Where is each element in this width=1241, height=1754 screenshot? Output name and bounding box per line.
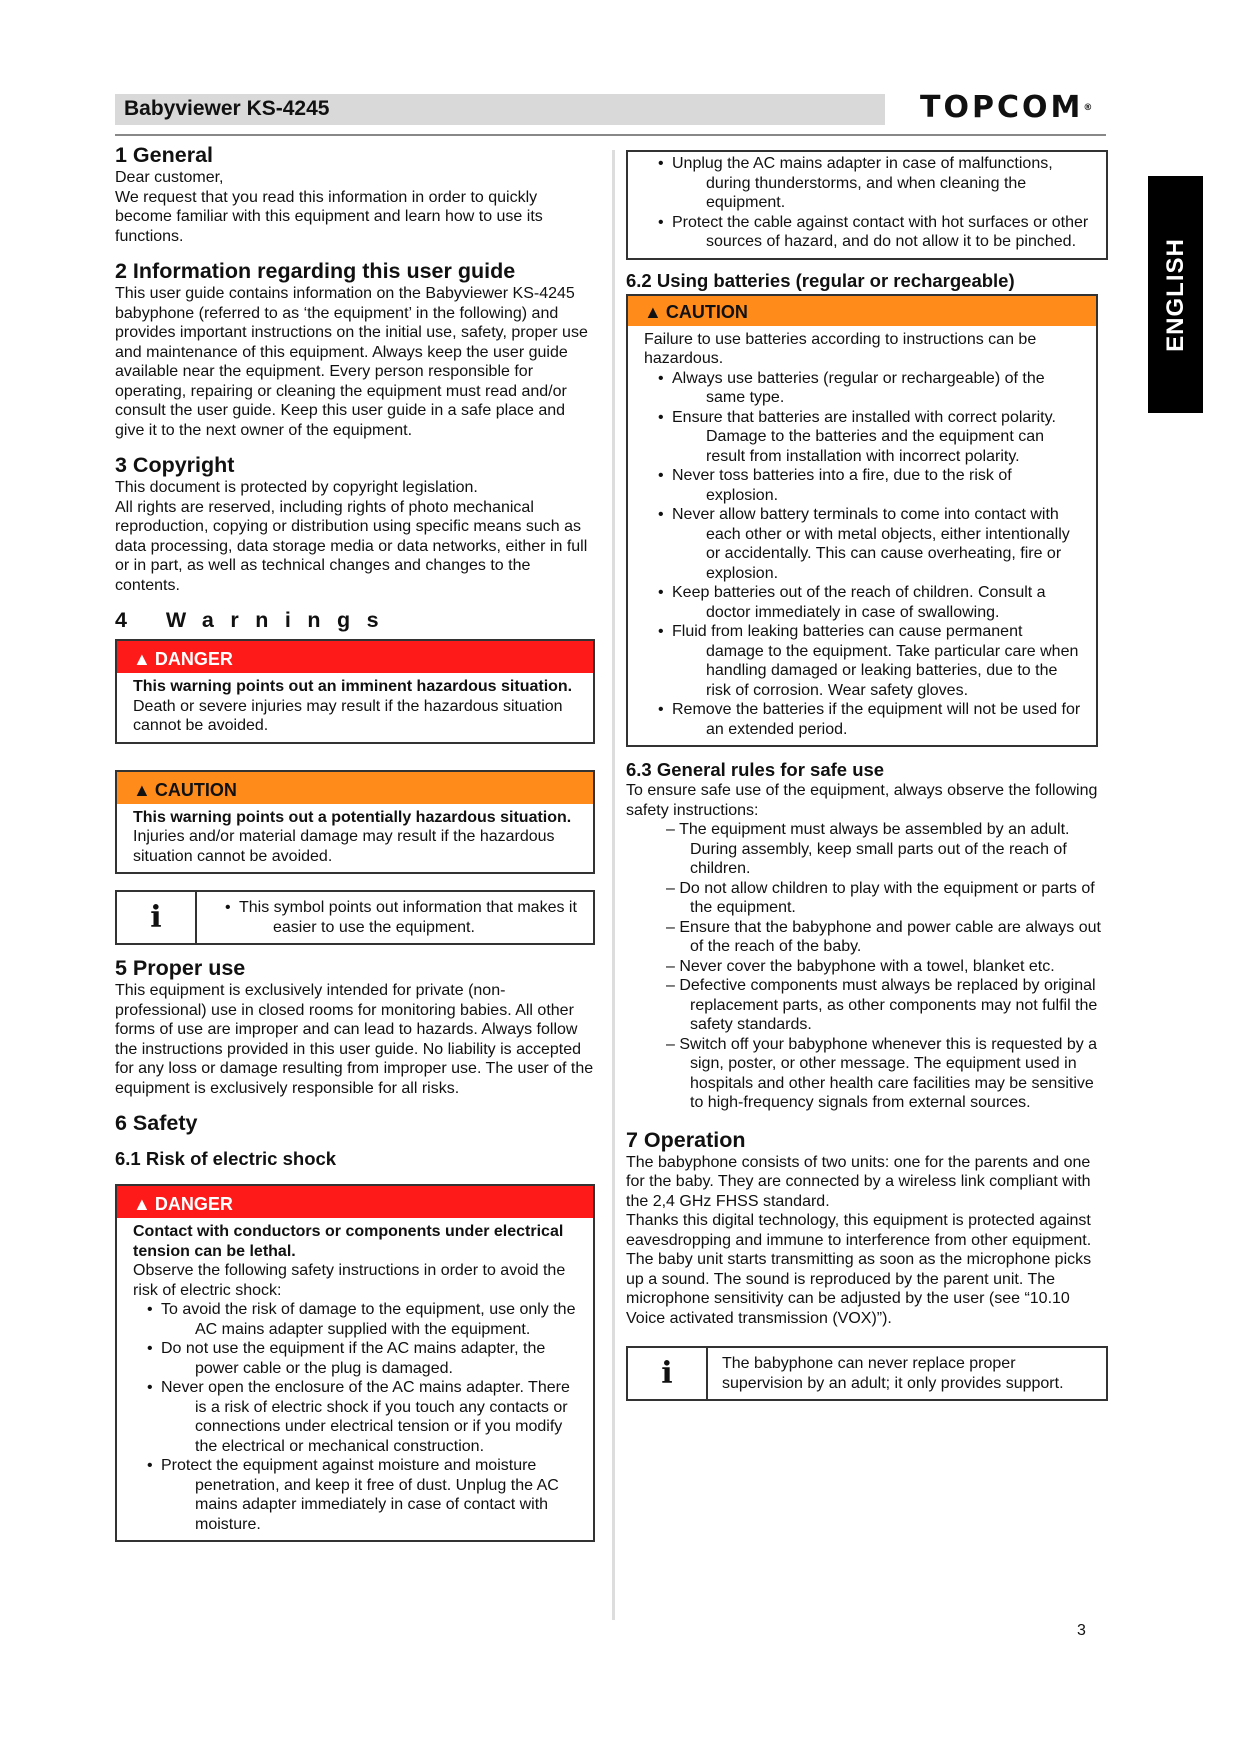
list-item: • Ensure that batteries are installed with correct polarity. Damage to the batteries and the equipment can result from installation with incorrect polarity. [644, 408, 1082, 467]
caution-text: Injuries and/or material damage may result if the hazardous situation cannot be avoided. [133, 828, 555, 865]
operation-info-text: The babyphone can never replace proper supervision by an adult; it only provides support. [722, 1355, 1064, 1392]
info-icon: i [628, 1348, 708, 1399]
batteries-caution-header [628, 296, 1096, 326]
list-item: – Do not allow children to play with the equipment or parts of the equipment. [626, 879, 1108, 918]
list-item: – Ensure that the babyphone and power cable are always out of the reach of the baby. [626, 918, 1108, 957]
danger-label: DANGER [154, 649, 233, 669]
list-item: • Unplug the AC mains adapter in case of malfunctions, during thunderstorms, and when cleaning the equipment. [644, 154, 1092, 213]
shock-continued-box [626, 150, 1108, 260]
section-general-rules-heading: 6.3 General rules for safe use [626, 759, 885, 780]
general-rules-intro: To ensure safe use of the equipment, always observe the following safety instructions: [626, 782, 1098, 819]
section-copyright-heading: 3 Copyright [115, 453, 235, 477]
section-batteries-heading: 6.2 Using batteries (regular or rechargeable) [626, 269, 1015, 291]
caution-label: CAUTION [154, 779, 237, 800]
caution-body [117, 804, 593, 873]
list-item: – Switch off your babyphone whenever this is requested by a sign, poster, or other message. The equipment used in hospitals and other health care facilities may be sensitive to high-frequency signals from external sources. [626, 1035, 1108, 1113]
list-item: • To avoid the risk of damage to the equipment, use only the AC mains adapter supplied with the equipment. [133, 1300, 579, 1339]
section-general-heading: 1 General [115, 143, 213, 167]
shock-bold: Contact with conductors or components under electrical tension can be lethal. [133, 1223, 564, 1260]
page-number: 3 [1077, 1622, 1086, 1639]
info-text: • This symbol points out information that makes it easier to use the equipment. [211, 898, 583, 937]
warning-triangle-icon: ▲ [133, 1194, 151, 1214]
danger-text: Death or severe injuries may result if the hazardous situation cannot be avoided. [133, 697, 563, 734]
operation-para1: The babyphone consists of two units: one for the parents and one for the baby. They are connected by a wireless link compliant with the 2,4 GHz FHSS standard. [626, 1153, 1091, 1210]
shock-danger-body [117, 1218, 593, 1540]
proper-use-text: This equipment is exclusively intended for private (non-professional) use in closed rooms for monitoring babies. All other forms of use are improper and can lead to hazards. Always follow the instructions provided in this user guide. No liability is accepted for any loss or damage resulting from improper use. The user of the equipment is exclusively responsible for all risks. [115, 982, 594, 1097]
list-item: • Never toss batteries into a fire, due to the risk of explosion. [644, 466, 1082, 505]
shock-intro: Observe the following safety instructions in order to avoid the risk of electric shock: [133, 1262, 566, 1299]
section-safety-heading: 6 Safety [115, 1111, 198, 1135]
list-item: – Defective components must always be replaced by original replacement parts, as other components may not fulfil the safety standards. [626, 976, 1108, 1035]
section-warnings-heading: 4 Warnings [115, 608, 396, 632]
language-label: ENGLISH [1161, 237, 1189, 352]
shock-danger-box [115, 1184, 595, 1542]
list-item: – Never cover the babyphone with a towel, blanket etc. [626, 957, 1108, 977]
document-title: Babyviewer KS-4245 [124, 97, 330, 120]
brand-logo-text: TOPCOM [920, 90, 1084, 125]
caution-box [115, 770, 595, 875]
danger-body [117, 673, 593, 742]
batteries-caution-box [626, 294, 1098, 748]
caution-header [117, 772, 593, 804]
section-proper-use-heading: 5 Proper use [115, 956, 246, 980]
language-tab [1148, 176, 1203, 413]
shock-danger-label: DANGER [154, 1194, 233, 1214]
warning-triangle-icon: ▲ [644, 301, 662, 322]
list-item: – The equipment must always be assembled by an adult. During assembly, keep small parts out of the reach of children. [626, 820, 1108, 879]
batteries-caution-label: CAUTION [665, 301, 748, 322]
header-divider [115, 134, 1106, 136]
section-operation-heading: 7 Operation [626, 1127, 746, 1152]
caution-bold: This warning points out a potentially hazardous situation. [133, 808, 572, 826]
registered-mark: ® [1083, 103, 1093, 113]
copyright-line2: All rights are reserved, including rights of photo mechanical reproduction, copying or distribution using specific means such as data processing, data storage media or data networks, either in full or in part, as well as technical changes and changes to the contents. [115, 498, 588, 594]
greeting: Dear customer, [115, 169, 224, 186]
danger-box [115, 639, 595, 744]
list-item: • Never open the enclosure of the AC mains adapter. There is a risk of electric shock if you touch any contacts or connections under electrical tension or if you modify the electrical or mechanical construction. [133, 1378, 579, 1456]
column-divider [612, 150, 615, 1620]
list-item: • Always use batteries (regular or rechargeable) of the same type. [644, 369, 1082, 408]
general-text: We request that you read this information in order to quickly become familiar with this equipment and learn how to use its functions. [115, 188, 543, 245]
shock-danger-header [117, 1186, 593, 1218]
warning-triangle-icon: ▲ [133, 779, 151, 800]
danger-header [117, 641, 593, 673]
list-item: • Keep batteries out of the reach of children. Consult a doctor immediately in case of swallowing. [644, 583, 1082, 622]
list-item: • Protect the equipment against moisture and moisture penetration, and keep it free of dust. Unplug the AC mains adapter immediately in case of contact with moisture. [133, 1456, 579, 1534]
info-box [115, 890, 595, 945]
batteries-caution-body [628, 326, 1096, 746]
list-item: • Fluid from leaking batteries can cause permanent damage to the equipment. Take particular care when handling damaged or leaking batteries, due to the risk of corrosion. Wear safety gloves. [644, 622, 1082, 700]
section-guide-heading: 2 Information regarding this user guide [115, 259, 516, 283]
list-item: • Do not use the equipment if the AC mains adapter, the power cable or the plug is damaged. [133, 1339, 579, 1378]
batteries-intro: Failure to use batteries according to instructions can be hazardous. [644, 330, 1037, 367]
brand-logo [920, 91, 1092, 125]
info-icon: i [117, 892, 197, 943]
warning-triangle-icon: ▲ [133, 649, 151, 669]
right-column [626, 150, 1108, 1401]
operation-para2: Thanks this digital technology, this equipment is protected against eavesdropping and immune to interference from other equipment. The baby unit starts transmitting as soon as the microphone picks up a sound. The sound is reproduced by the parent unit. The microphone sensitivity can be adjusted by the user (see “10.10 Voice activated transmission (VOX)”). [626, 1212, 1092, 1327]
list-item: • Remove the batteries if the equipment will not be used for an extended period. [644, 700, 1082, 739]
copyright-line1: This document is protected by copyright legislation. [115, 479, 478, 496]
section-shock-heading: 6.1 Risk of electric shock [115, 1148, 337, 1169]
guide-text: This user guide contains information on the Babyviewer KS-4245 babyphone (referred to as ‘the equipment’ in the following) and provides important instructions on the initial use, safety, proper use and maintenance of this equipment. Always keep the user guide available near the equipment. Every person responsible for operating, repairing or cleaning the equipment must read and/or consult the user guide. Keep this user guide in a safe place and give it to the next owner of the equipment. [115, 285, 588, 439]
danger-bold: This warning points out an imminent hazardous situation. [133, 678, 573, 695]
operation-info-box [626, 1346, 1108, 1401]
list-item: • Never allow battery terminals to come into contact with each other or with metal objects, either intentionally or accidentally. This can cause overheating, fire or explosion. [644, 505, 1082, 583]
list-item: • Protect the cable against contact with hot surfaces or other sources of hazard, and do not allow it to be pinched. [644, 213, 1092, 252]
left-column [115, 142, 595, 1542]
